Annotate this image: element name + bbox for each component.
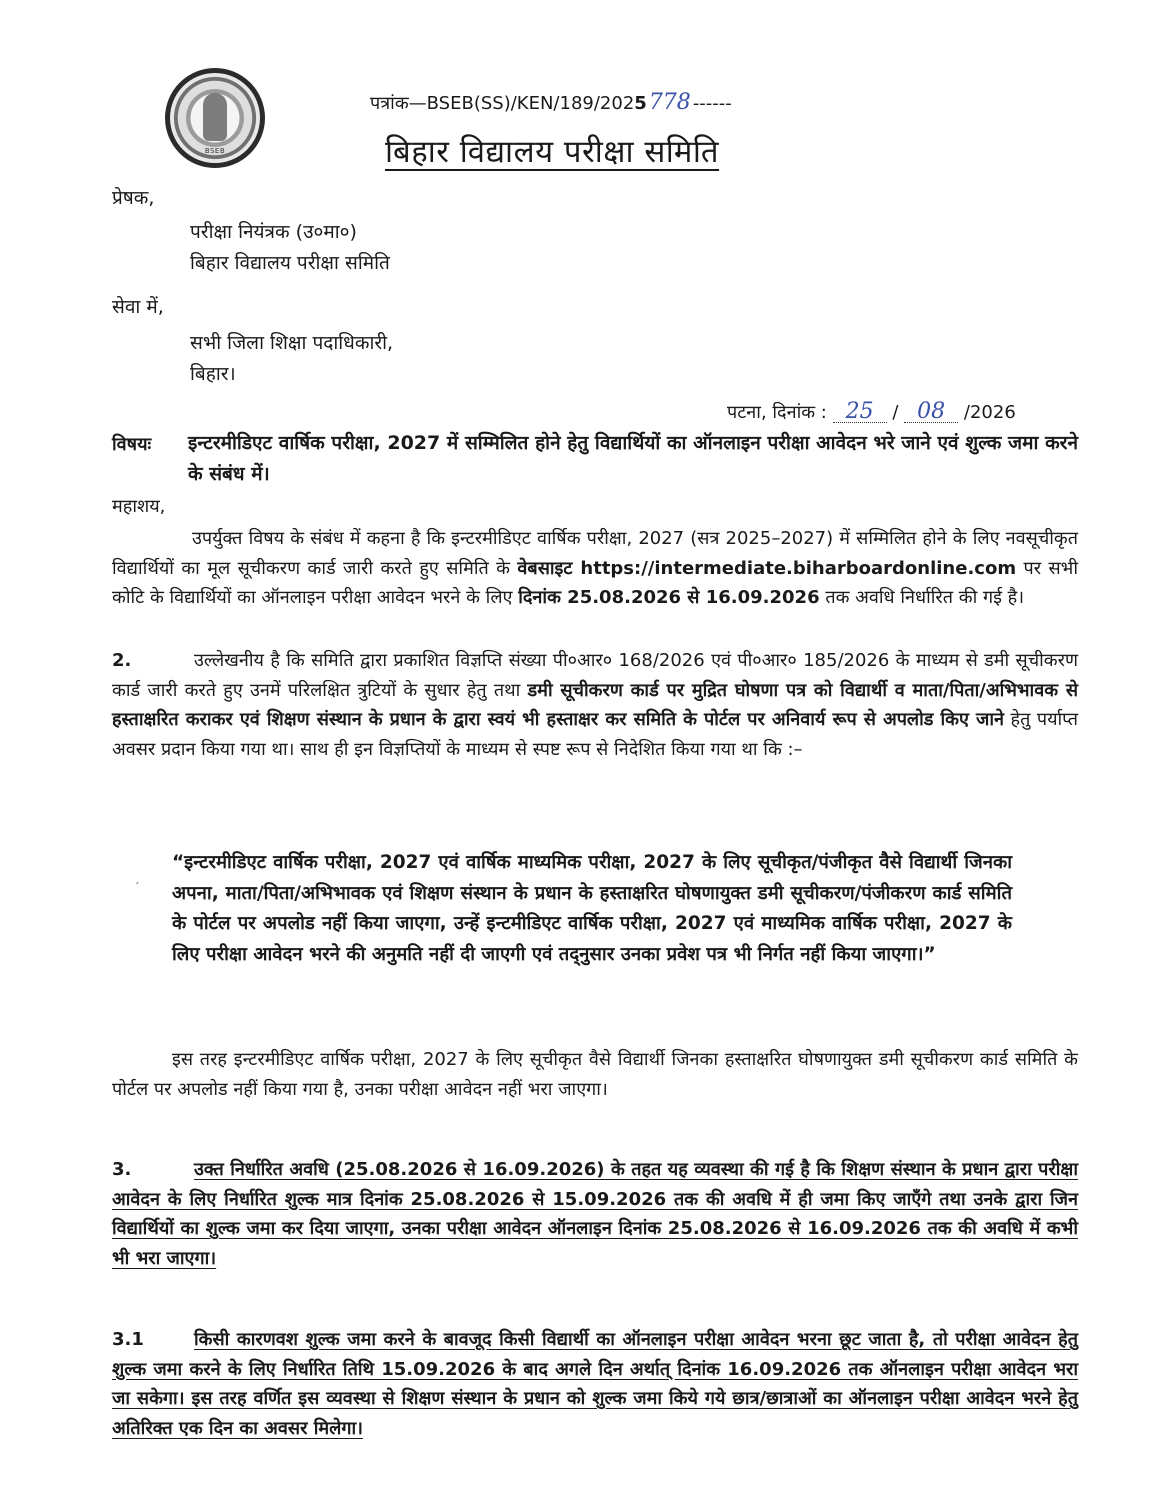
para2-text-b: हेतु पर्याप्त अवसर प्रदान किया गया था। साथ ही इन विज्ञप्तियों के माध्यम से स्पष्ट रूप से निदेशित किया गया था कि :– bbox=[112, 709, 1078, 760]
recipient-state: बिहार। bbox=[190, 363, 236, 385]
paragraph-1 bbox=[112, 524, 1078, 613]
date-day: 25 bbox=[833, 402, 887, 423]
para3-text: उक्त निर्धारित अवधि (25.08.2026 से 16.09.2026) के तहत यह व्यवस्था की गई है कि शिक्षण संस्थान के प्रधान द्वारा परीक्षा आवेदन के लिए निर्धारित शुल्क मात्र दिनांक 25.08.2026 से 15.09.2026 तक की अवधि में ही जमा किए जाएँगे तथा उनके द्वारा जिन विद्यार्थियों का शुल्क जमा कर दिया जाएगा, उनका परीक्षा आवेदन ऑनलाइन दिनांक 25.08.2026 से 16.09.2026 तक की अवधि में कभी भी भरा जाएगा। bbox=[112, 1159, 1078, 1269]
subject-text: इन्टरमीडिएट वार्षिक परीक्षा, 2027 में सम्मिलित होने हेतु विद्यार्थियों का ऑनलाइन परीक्षा आवेदन भरे जाने एवं शुल्क जमा करने के संबंध में। bbox=[188, 432, 1078, 485]
seal-text: BSEB bbox=[204, 147, 226, 155]
reference-number bbox=[370, 90, 732, 115]
ref-prefix: पत्रांक—BSEB(SS)/KEN/189/202 bbox=[370, 93, 635, 114]
para1-text-c: तक अवधि निर्धारित की गई है। bbox=[819, 587, 1025, 608]
date-year: 2026 bbox=[969, 402, 1016, 423]
ref-year-digit: 5 bbox=[634, 93, 647, 114]
para3-number: 3. bbox=[112, 1159, 132, 1180]
date-prefix: पटना, दिनांक : bbox=[727, 402, 827, 423]
para2-bold: डमी सूचीकरण कार्ड पर मुद्रित घोषणा पत्र को विद्यार्थी व माता/पिता/अभिभावक से हस्ताक्षरित कराकर एवं शिक्षण संस्थान के प्रधान के द्वारा स्वयं भी हस्ताक्षर कर समिति के पोर्टल पर अनिवार्य रूप से अपलोड किए जाने bbox=[112, 679, 1078, 730]
quoted-directive: “इन्टरमीडिएट वार्षिक परीक्षा, 2027 एवं वार्षिक माध्यमिक परीक्षा, 2027 के लिए सूचीकृत/पंजीकृत वैसे विद्यार्थी जिनका अपना, माता/पिता/अभिभावक एवं शिक्षण संस्थान के प्रधान के हस्ताक्षरित घोषणायुक्त डमी सूचीकरण/पंजीकरण कार्ड समिति के पोर्टल पर अपलोड नहीं किया जाएगा, उन्हें इन्टमीडिएट वार्षिक परीक्षा, 2027 एवं माध्यमिक वार्षिक परीक्षा, 2027 के लिए परीक्षा आवेदन भरने की अनुमति नहीं दी जाएगी एवं तद्नुसार उनका प्रवेश पत्र भी निर्गत नहीं किया जाएगा।” bbox=[172, 852, 1012, 965]
para2-text-a: उल्लेखनीय है कि समिति द्वारा प्रकाशित विज्ञप्ति संख्या पी०आर० 168/2026 एवं पी०आर० 185/2026 के माध्यम से डमी सूचीकरण कार्ड जारी करते हुए उनमें परिलक्षित त्रुटियों के सुधार हेतु तथा bbox=[112, 650, 1078, 701]
sender-organization: बिहार विद्यालय परीक्षा समिति bbox=[190, 252, 390, 274]
sender-designation: परीक्षा नियंत्रक (उ०मा०) bbox=[190, 221, 357, 243]
para1-website: वेबसाइट https://intermediate.biharboardonline.com bbox=[517, 557, 1017, 579]
ref-handwritten-number: 778 bbox=[648, 90, 691, 115]
margin-mark: ′ bbox=[136, 880, 139, 894]
organization-heading: बिहार विद्यालय परीक्षा समिति bbox=[385, 134, 720, 170]
para1-text-b: पर सभी कोटि के विद्यार्थियों का ऑनलाइन परीक्षा आवेदन भरने के लिए bbox=[112, 557, 1078, 608]
recipient-addressee: सभी जिला शिक्षा पदाधिकारी, bbox=[190, 332, 394, 354]
para31-text: किसी कारणवश शुल्क जमा करने के बावजूद किसी विद्यार्थी का ऑनलाइन परीक्षा आवेदन भरना छूट जाता है, तो परीक्षा आवेदन हेतु शुल्क जमा करने के लिए निर्धारित तिथि 15.09.2026 के बाद अगले दिन अर्थात् दिनांक 16.09.2026 तक ऑनलाइन परीक्षा आवेदन भरा जा सकेगा। इस तरह वर्णित इस व्यवस्था से शिक्षण संस्थान के प्रधान को शुल्क जमा किये गये छात्र/छात्राओं का ऑनलाइन परीक्षा आवेदन भरने हेतु अतिरिक्त एक दिन का अवसर मिलेगा। bbox=[112, 1329, 1078, 1439]
paragraph-3 bbox=[112, 1155, 1078, 1273]
recipient-label: सेवा में, bbox=[112, 296, 164, 318]
board-seal-logo bbox=[165, 68, 265, 168]
date-line bbox=[727, 400, 1016, 424]
salutation: महाशय, bbox=[112, 496, 166, 517]
para31-number: 3.1 bbox=[112, 1329, 144, 1350]
para1-text-a: उपर्युक्त विषय के संबंध में कहना है कि इन्टरमीडिएट वार्षिक परीक्षा, 2027 (सत्र 2025–2027) में सम्मिलित होने के लिए नवसूचीकृत विद्यार्थियों का मूल सूचीकरण कार्ड जारी करते हुए समिति के bbox=[112, 528, 1078, 579]
sender-label: प्रेषक, bbox=[112, 187, 155, 209]
paragraph-3-1 bbox=[112, 1325, 1078, 1443]
para2-number: 2. bbox=[112, 650, 132, 671]
date-sep-2: / bbox=[963, 402, 970, 423]
ref-suffix: ------ bbox=[692, 93, 732, 114]
date-sep-1: / bbox=[892, 402, 899, 423]
paragraph-2b: इस तरह इन्टरमीडिएट वार्षिक परीक्षा, 2027 के लिए सूचीकृत वैसे विद्यार्थी जिनका हस्ताक्षरित घोषणायुक्त डमी सूचीकरण कार्ड समिति के पोर्टल पर अपलोड नहीं किया गया है, उनका परीक्षा आवेदन नहीं भरा जाएगा। bbox=[112, 1049, 1078, 1100]
paragraph-2 bbox=[112, 646, 1078, 764]
date-month: 08 bbox=[904, 402, 958, 423]
para1-period: दिनांक 25.08.2026 से 16.09.2026 bbox=[518, 587, 820, 608]
subject-label: विषयः bbox=[112, 434, 152, 455]
